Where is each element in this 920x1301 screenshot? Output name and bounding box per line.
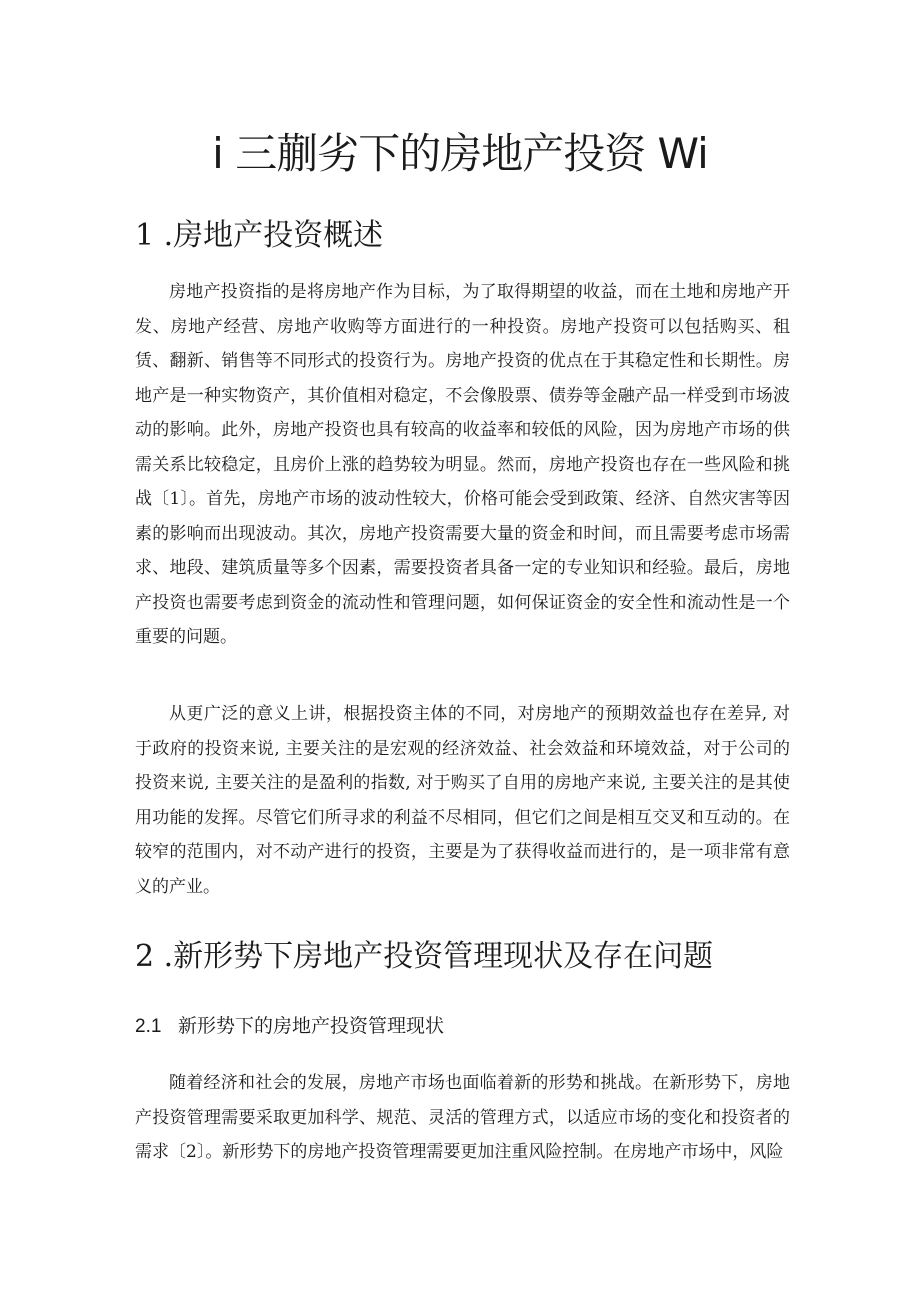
- section-1-paragraph-2: 从更广泛的意义上讲，根据投资主体的不同，对房地产的预期效益也存在差异, 对于政府的投资来说, 主要关注的是宏观的经济效益、社会效益和环境效益，对于公司的投资来说, 主要关注的是盈利的指数, 对于购买了自用的房地产来说, 主要关注的是其使用功能的发挥。尽管它们所寻求的利益不尽相同，但它们之间是相互交叉和互动的。在较窄的范围内，对不动产进行的投资，主要是为了获得收益而进行的，是一项非常有意义的产业。: [135, 704, 790, 897]
- section-2-heading: 2 .新形势下房地产投资管理现状及存在问题: [135, 939, 714, 974]
- page-title: i 三蒯劣下的房地产投资 Wi: [212, 129, 708, 178]
- section-2-paragraph-1: 随着经济和社会的发展，房地产市场也面临着新的形势和挑战。在新形势下，房地产投资管理需要采取更加科学、规范、灵活的管理方式，以适应市场的变化和投资者的需求〔2〕。新形势下的房地产投资管理需要更加注重风险控制。在房地产市场中，风险: [135, 1073, 790, 1162]
- section-1-paragraph-1: 房地产投资指的是将房地产作为目标，为了取得期望的收益，而在土地和房地产开发、房地产经营、房地产收购等方面进行的一种投资。房地产投资可以包括购买、租赁、翻新、销售等不同形式的投资行为。房地产投资的优点在于其稳定性和长期性。房地产是一种实物资产，其价值相对稳定，不会像股票、债券等金融产品一样受到市场波动的影响。此外，房地产投资也具有较高的收益率和较低的风险，因为房地产市场的供需关系比较稳定，且房价上涨的趋势较为明显。然而，房地产投资也存在一些风险和挑战〔1〕。首先，房地产市场的波动性较大，价格可能会受到政策、经济、自然灾害等因素的影响而出现波动。其次，房地产投资需要大量的资金和时间，而且需要考虑市场需求、地段、建筑质量等多个因素，需要投资者具备一定的专业知识和经验。最后，房地产投资也需要考虑到资金的流动性和管理问题，如何保证资金的安全性和流动性是一个重要的问题。: [135, 282, 790, 647]
- section-1-heading: 1 .房地产投资概述: [135, 218, 384, 253]
- subsection-2-1-heading: [135, 1012, 444, 1041]
- subsection-title: 新形势下的房地产投资管理现状: [178, 1015, 445, 1037]
- subsection-number: 2.1: [135, 1016, 162, 1037]
